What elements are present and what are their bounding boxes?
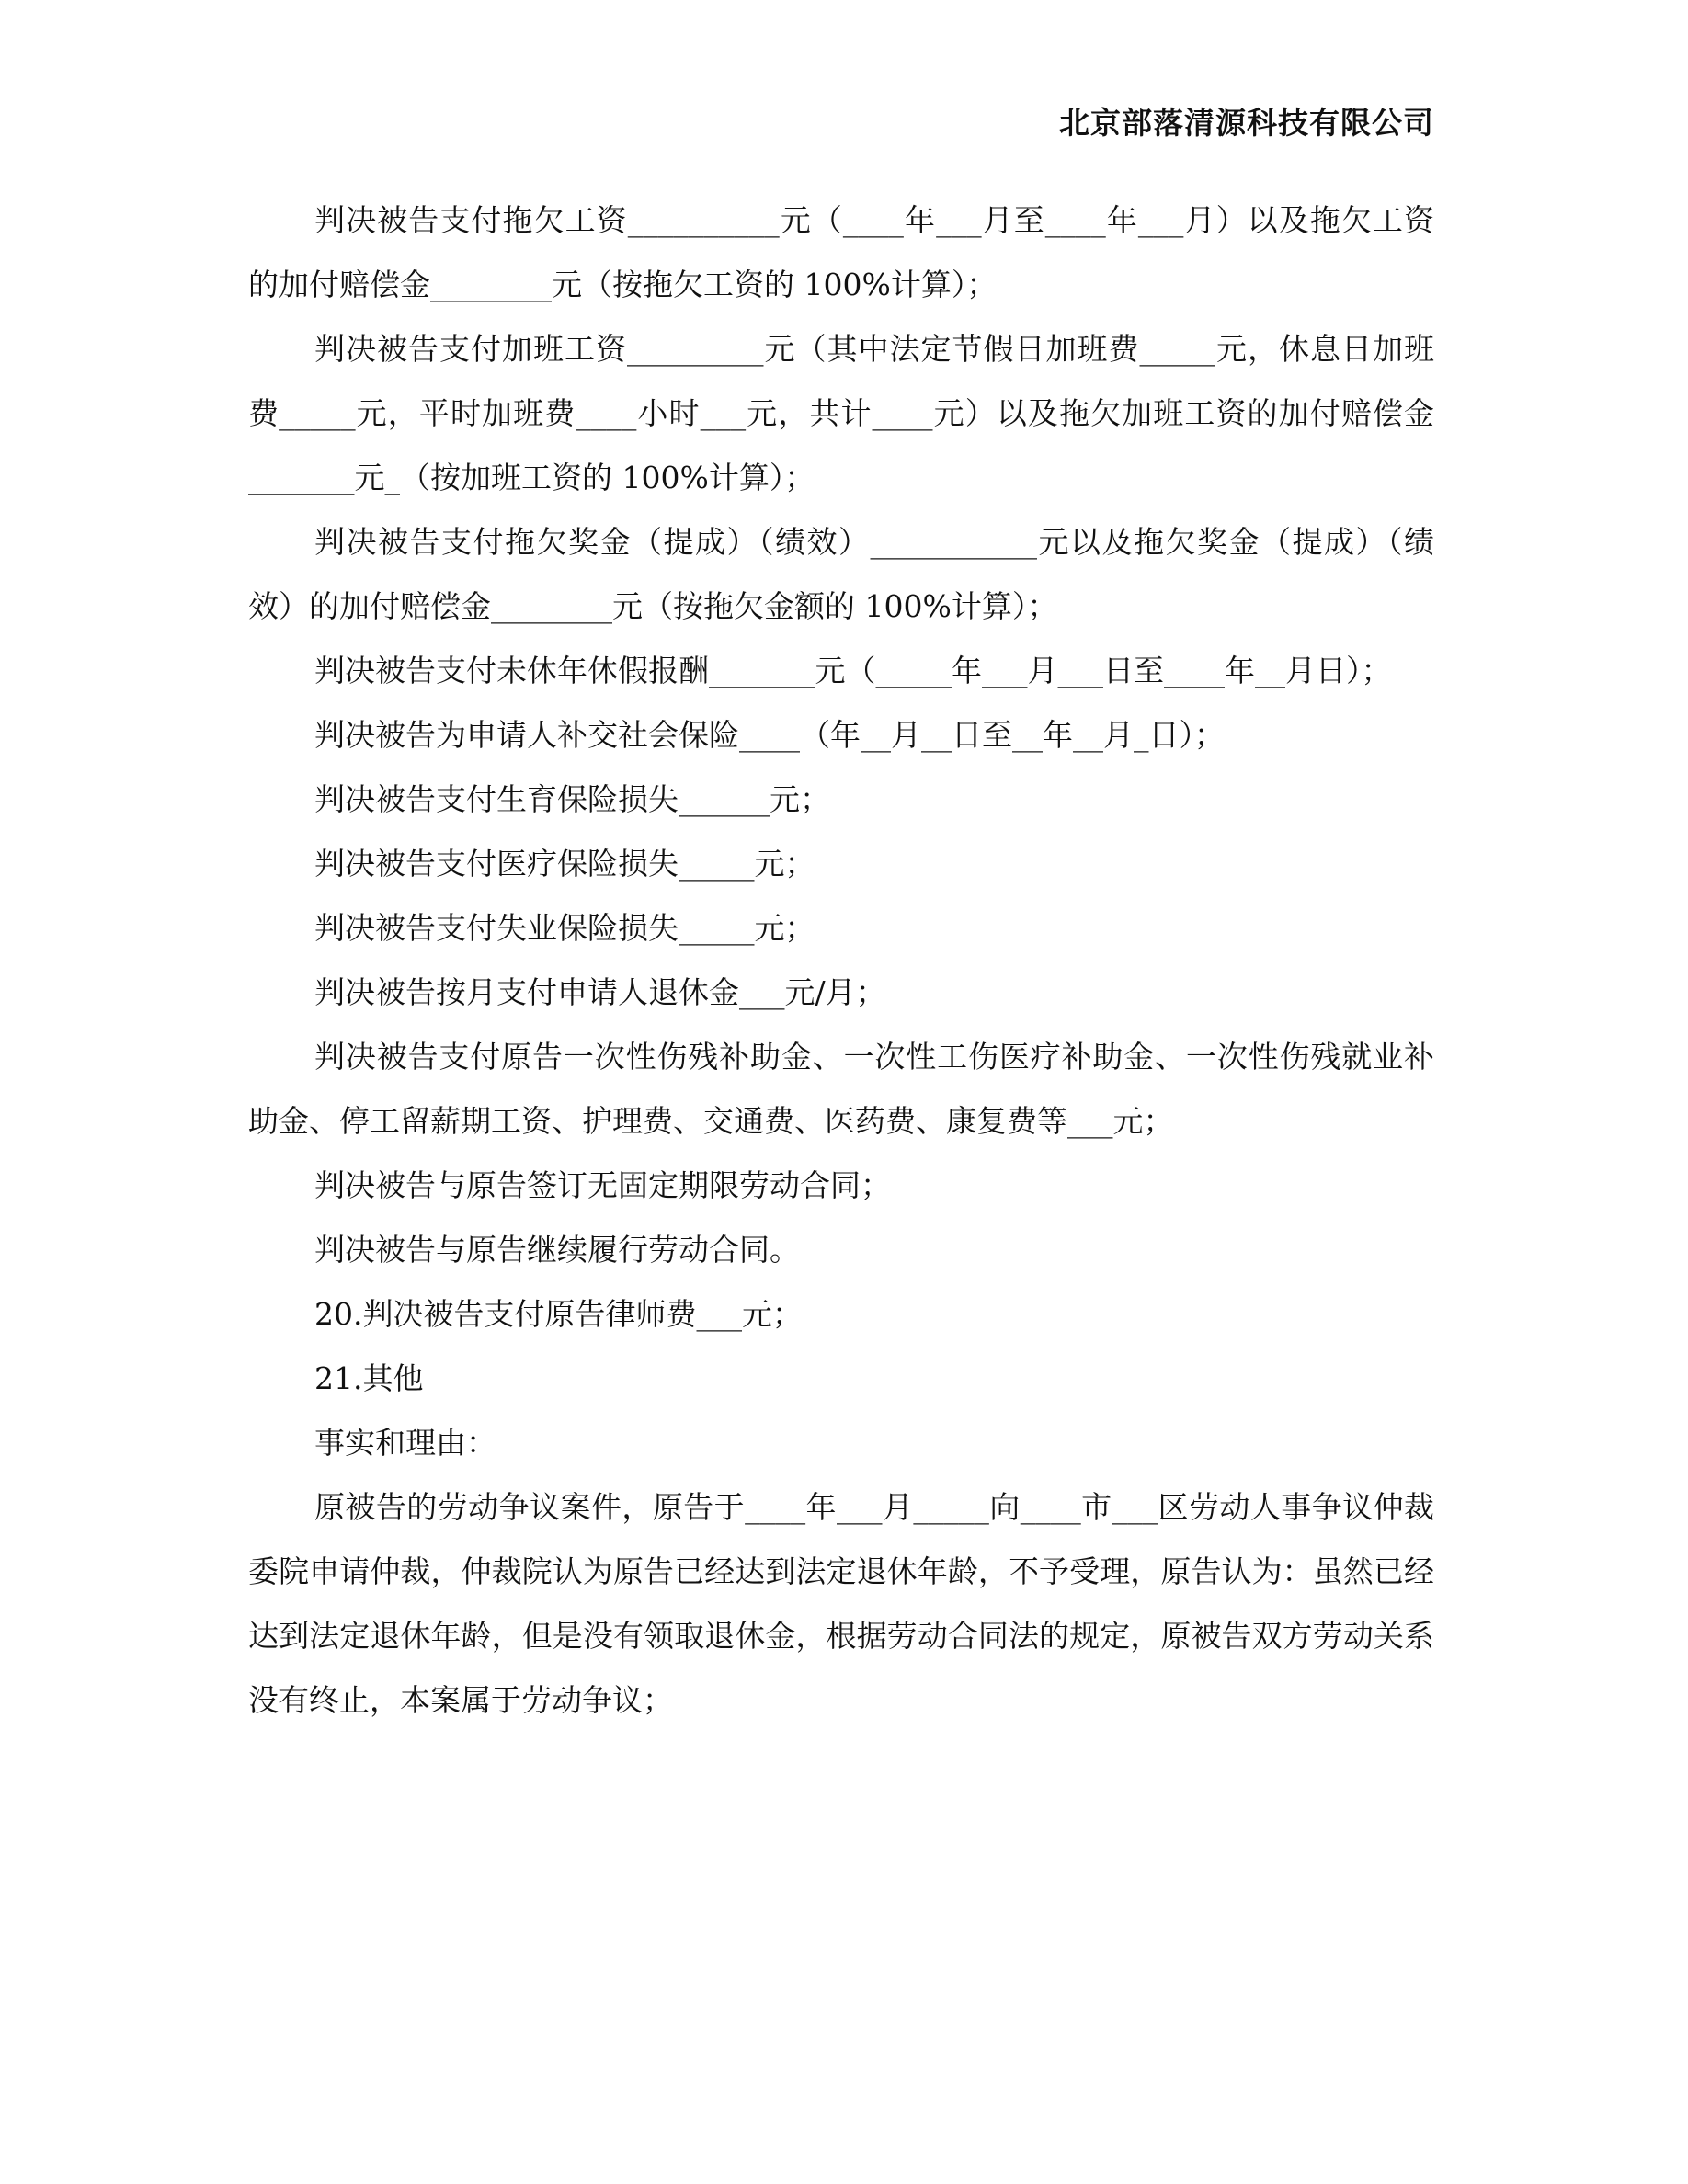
paragraph-bonus: 判决被告支付拖欠奖金（提成）（绩效）___________元以及拖欠奖金（提成）（绩效）的加付赔偿金________元（按拖欠金额的 100%计算）； — [248, 524, 1434, 624]
company-header: 北京部落清源科技有限公司 — [1059, 105, 1434, 141]
paragraph-facts-body: 原被告的劳动争议案件，原告于____年___月_____向____市___区劳动人事争议仲裁委院申请仲裁，仲裁院认为原告已经达到法定退休年龄，不予受理，原告认为：虽然已经达到法定退休年龄，但是没有领取退休金，根据劳动合同法的规定，原被告双方劳动关系没有终止，本案属于劳动争议； — [248, 1489, 1435, 1718]
paragraph-open-contract: 判决被告与原告签订无固定期限劳动合同； — [314, 1167, 891, 1203]
paragraph-overtime-pay: 判决被告支付加班工资_________元（其中法定节假日加班费_____元，休息日加班费_____元，平时加班费____小时___元，共计____元）以及拖欠加班工资的加付赔偿金_______元_（按加班工资的 100%计算）； — [248, 331, 1434, 495]
paragraph-pension: 判决被告按月支付申请人退休金___元/月； — [314, 974, 886, 1010]
paragraph-injury-compensation: 判决被告支付原告一次性伤残补助金、一次性工伤医疗补助金、一次性伤残就业补助金、停工留薪期工资、护理费、交通费、医药费、康复费等___元； — [248, 1039, 1434, 1139]
paragraph-facts-heading: 事实和理由： — [314, 1425, 496, 1461]
paragraph-medical-insurance: 判决被告支付医疗保险损失_____元； — [314, 846, 815, 882]
paragraph-other: 21.其他 — [314, 1360, 424, 1396]
paragraph-unemployment-insurance: 判决被告支付失业保险损失_____元； — [314, 910, 815, 946]
paragraph-social-insurance: 判决被告为申请人补交社会保险____（年__月__日至__年__月_日）； — [314, 717, 1225, 753]
paragraph-continue-contract: 判决被告与原告继续履行劳动合同。 — [314, 1232, 800, 1268]
paragraph-unpaid-wages: 判决被告支付拖欠工资__________元（____年___月至____年___月）以及拖欠工资的加付赔偿金________元（按拖欠工资的 100%计算）； — [248, 202, 1434, 302]
paragraph-maternity-insurance: 判决被告支付生育保险损失______元； — [314, 781, 830, 817]
paragraph-lawyer-fee: 20.判决被告支付原告律师费___元； — [314, 1296, 803, 1332]
document-body — [248, 188, 1434, 1733]
paragraph-annual-leave: 判决被告支付未休年休假报酬_______元（_____年___月___日至____年__月日）； — [314, 653, 1392, 688]
